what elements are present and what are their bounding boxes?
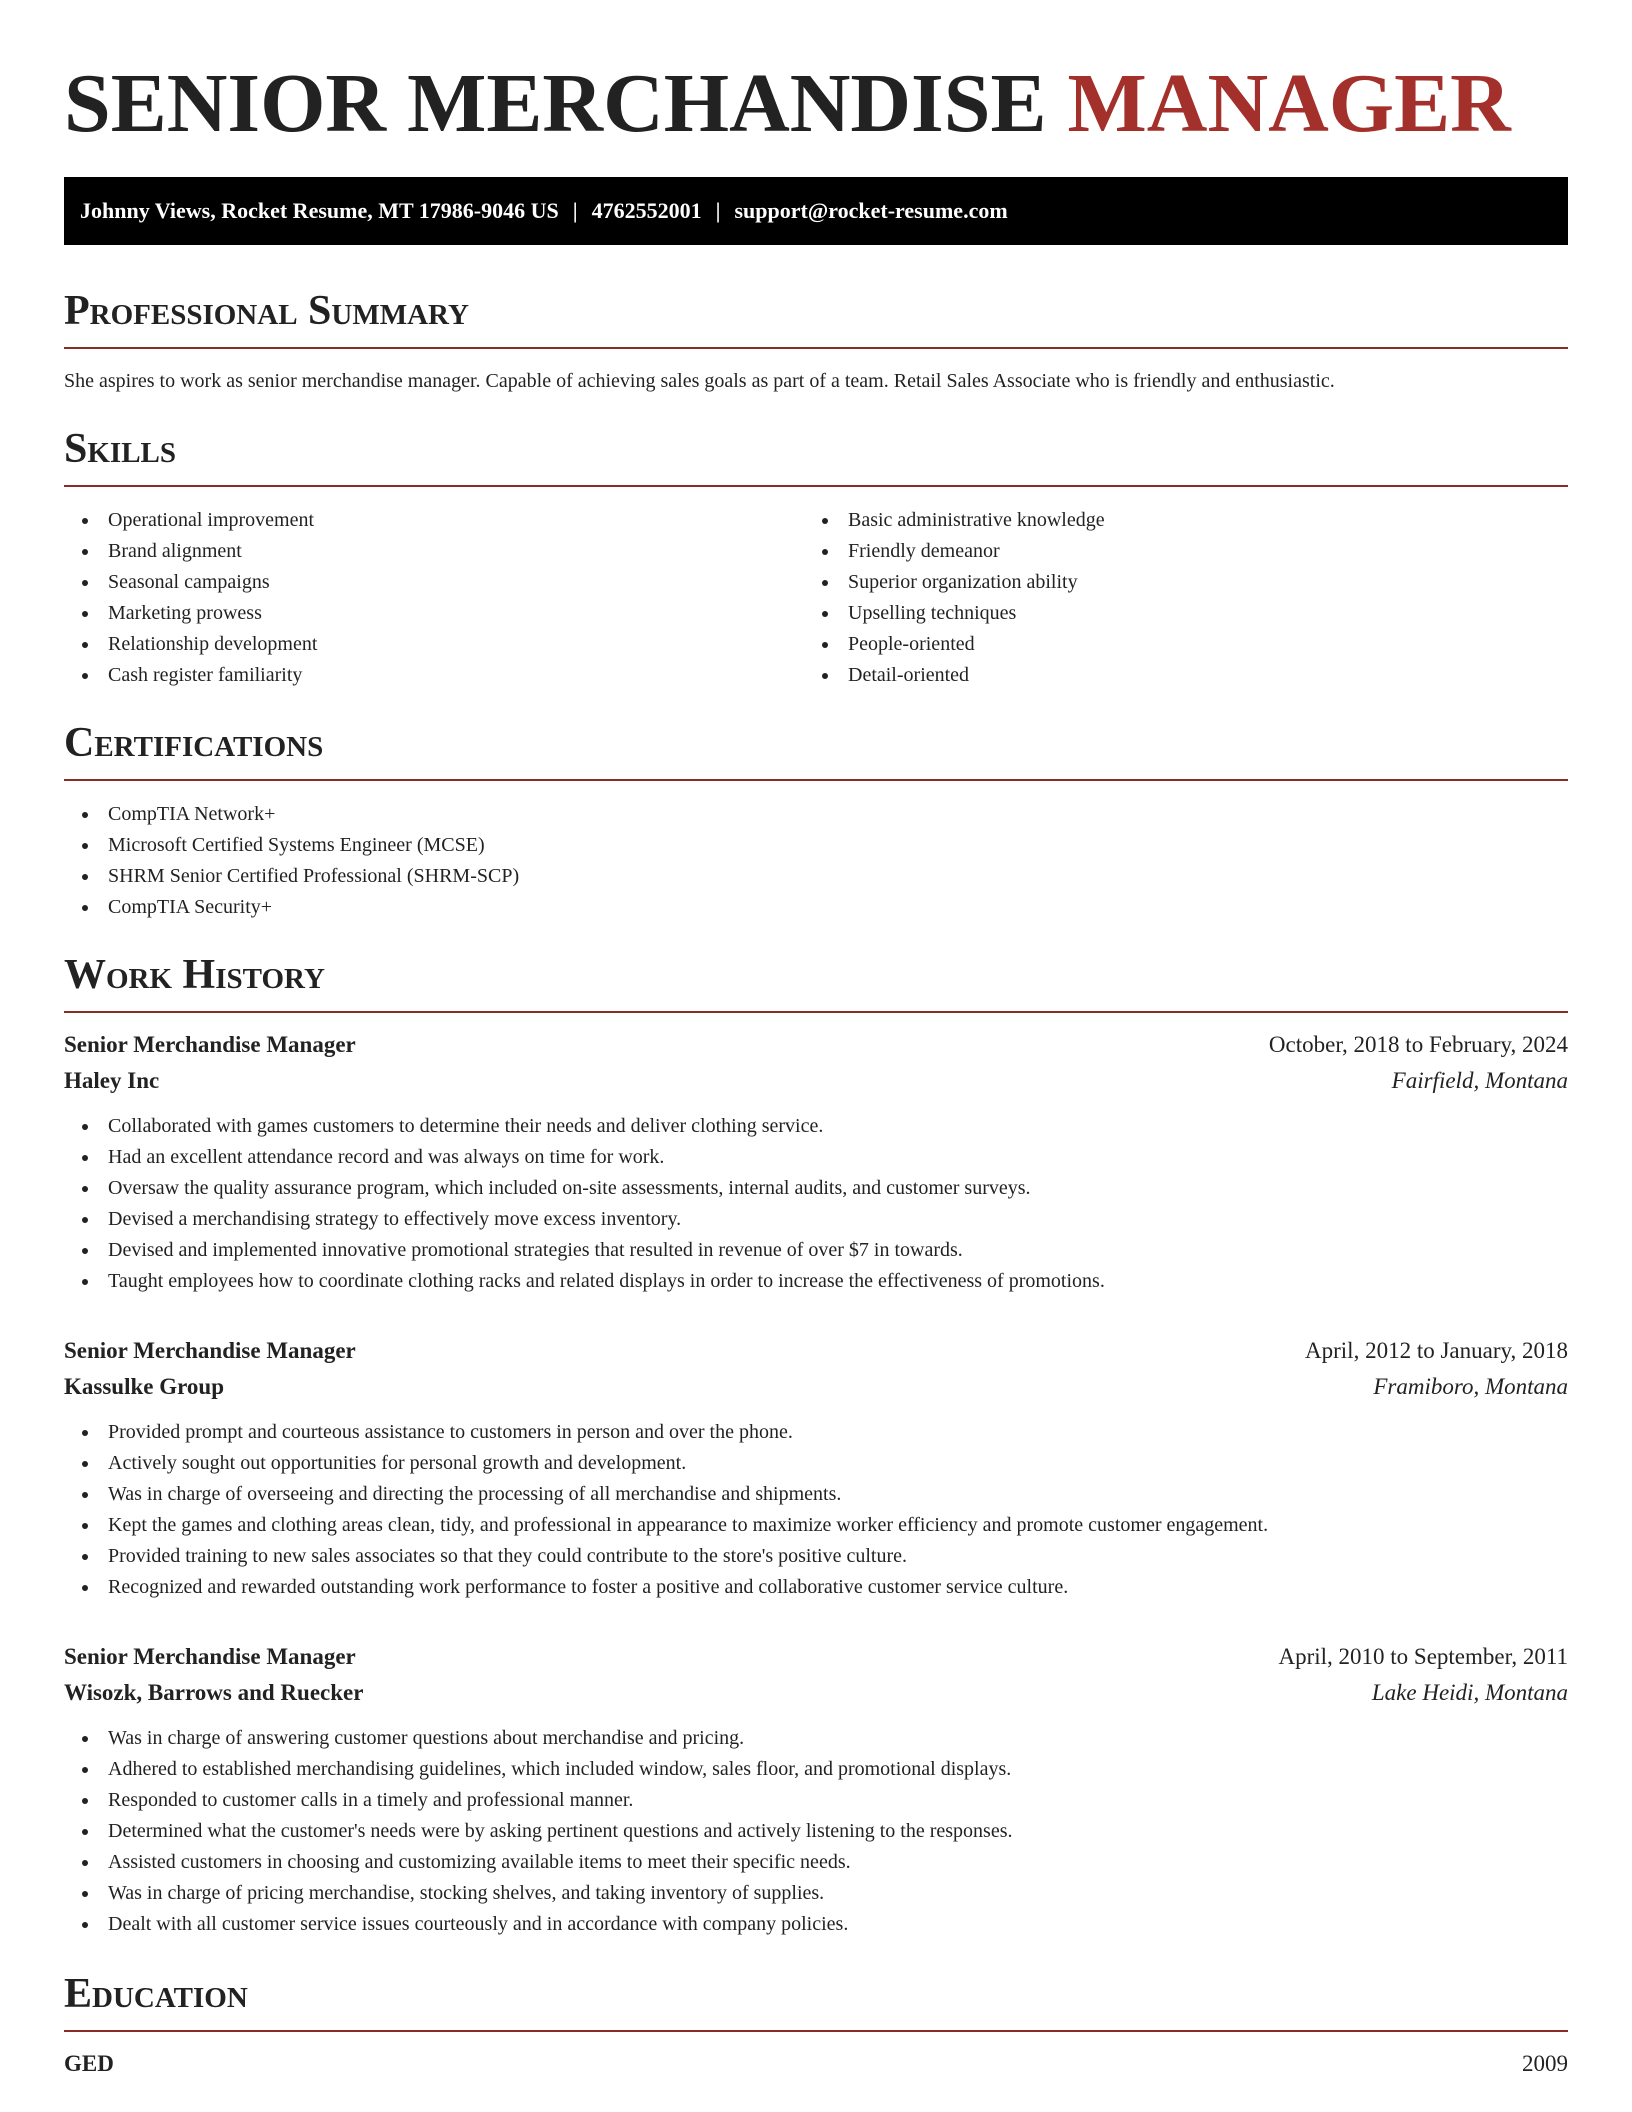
work-history-heading: Work History: [64, 951, 1568, 1013]
contact-email: support@rocket-resume.com: [734, 198, 1008, 223]
work-history-section: [64, 951, 1568, 1940]
skills-list-right: [804, 505, 1544, 691]
job-dates: April, 2010 to September, 2011: [1278, 1644, 1568, 1669]
list-item: People-oriented: [804, 629, 1544, 660]
job-company-row: [64, 1063, 1568, 1099]
job-title: Senior Merchandise Manager: [64, 1338, 356, 1363]
list-item: Brand alignment: [64, 536, 804, 567]
job-list: [64, 1027, 1568, 1940]
list-item: Upselling techniques: [804, 598, 1544, 629]
list-item: Detail-oriented: [804, 660, 1544, 691]
job-dates: October, 2018 to February, 2024: [1268, 1032, 1568, 1057]
education-heading: Education: [64, 1970, 1568, 2032]
job-company: Wisozk, Barrows and Ruecker: [64, 1680, 364, 1705]
list-item: Friendly demeanor: [804, 536, 1544, 567]
skills-list-left: [64, 505, 804, 691]
skills-grid: [64, 487, 1568, 691]
job-entry: [64, 1027, 1568, 1297]
job-bullets: [64, 1111, 1568, 1297]
education-entry: [64, 2046, 1568, 2082]
contact-phone: 4762552001: [591, 198, 702, 223]
summary-heading: Professional Summary: [64, 287, 1568, 349]
list-item: Determined what the customer's needs were by asking pertinent questions and actively listening to the responses.: [64, 1816, 1568, 1847]
certifications-list: [64, 799, 1568, 923]
list-item: Responded to customer calls in a timely and professional manner.: [64, 1785, 1568, 1816]
list-item: Cash register familiarity: [64, 660, 804, 691]
job-company-row: [64, 1675, 1568, 1711]
list-item: SHRM Senior Certified Professional (SHRM-SCP): [64, 861, 1568, 892]
title-main: SENIOR MERCHANDISE: [64, 57, 1068, 150]
list-item: Collaborated with games customers to determine their needs and deliver clothing service.: [64, 1111, 1568, 1142]
job-header-row: [64, 1639, 1568, 1675]
list-item: CompTIA Security+: [64, 892, 1568, 923]
resume-page: [64, 0, 1568, 2082]
list-item: Was in charge of pricing merchandise, stocking shelves, and taking inventory of supplies.: [64, 1878, 1568, 1909]
contact-separator: |: [715, 198, 721, 223]
job-company: Kassulke Group: [64, 1374, 224, 1399]
list-item: Superior organization ability: [804, 567, 1544, 598]
job-bullets: [64, 1417, 1568, 1603]
list-item: Recognized and rewarded outstanding work performance to foster a positive and collaborative customer service culture.: [64, 1572, 1568, 1603]
skills-column-left: [64, 487, 804, 691]
list-item: Operational improvement: [64, 505, 804, 536]
skills-column-right: [804, 487, 1544, 691]
education-year: 2009: [1522, 2051, 1568, 2076]
skills-heading: Skills: [64, 425, 1568, 487]
resume-title: [64, 56, 1568, 152]
job-location: Fairfield, Montana: [1391, 1068, 1568, 1093]
list-item: Actively sought out opportunities for personal growth and development.: [64, 1448, 1568, 1479]
list-item: Relationship development: [64, 629, 804, 660]
job-entry: [64, 1639, 1568, 1940]
list-item: CompTIA Network+: [64, 799, 1568, 830]
list-item: Was in charge of overseeing and directing the processing of all merchandise and shipments.: [64, 1479, 1568, 1510]
job-dates: April, 2012 to January, 2018: [1305, 1338, 1568, 1363]
list-item: Marketing prowess: [64, 598, 804, 629]
list-item: Dealt with all customer service issues courteously and in accordance with company policies.: [64, 1909, 1568, 1940]
list-item: Devised and implemented innovative promotional strategies that resulted in revenue of over $7 in towards.: [64, 1235, 1568, 1266]
summary-text: She aspires to work as senior merchandise manager. Capable of achieving sales goals as part of a team. Retail Sales Associate who is friendly and enthusiastic.: [64, 370, 1335, 392]
job-location: Lake Heidi, Montana: [1371, 1680, 1568, 1705]
job-location: Framiboro, Montana: [1373, 1374, 1568, 1399]
contact-address: Johnny Views, Rocket Resume, MT 17986-9046 US: [80, 198, 559, 223]
list-item: Assisted customers in choosing and customizing available items to meet their specific needs.: [64, 1847, 1568, 1878]
list-item: Microsoft Certified Systems Engineer (MCSE): [64, 830, 1568, 861]
job-entry: [64, 1333, 1568, 1603]
education-section: [64, 1970, 1568, 2082]
job-header-row: [64, 1333, 1568, 1369]
job-company: Haley Inc: [64, 1068, 160, 1093]
list-item: Basic administrative knowledge: [804, 505, 1544, 536]
job-header-row: [64, 1027, 1568, 1063]
list-item: Kept the games and clothing areas clean, tidy, and professional in appearance to maximize worker efficiency and promote customer engagement.: [64, 1510, 1568, 1541]
list-item: Provided training to new sales associates so that they could contribute to the store's positive culture.: [64, 1541, 1568, 1572]
education-degree: GED: [64, 2051, 114, 2076]
job-title: Senior Merchandise Manager: [64, 1032, 356, 1057]
job-bullets: [64, 1723, 1568, 1940]
list-item: Was in charge of answering customer questions about merchandise and pricing.: [64, 1723, 1568, 1754]
job-title: Senior Merchandise Manager: [64, 1644, 356, 1669]
skills-section: [64, 425, 1568, 691]
list-item: Taught employees how to coordinate clothing racks and related displays in order to increase the effectiveness of promotions.: [64, 1266, 1568, 1297]
summary-section: [64, 287, 1568, 395]
list-item: Provided prompt and courteous assistance to customers in person and over the phone.: [64, 1417, 1568, 1448]
certifications-heading: Certifications: [64, 719, 1568, 781]
list-item: Seasonal campaigns: [64, 567, 804, 598]
job-company-row: [64, 1369, 1568, 1405]
list-item: Adhered to established merchandising guidelines, which included window, sales floor, and promotional displays.: [64, 1754, 1568, 1785]
certifications-section: [64, 719, 1568, 923]
title-accent: MANAGER: [1067, 57, 1511, 150]
contact-bar: [64, 177, 1568, 245]
list-item: Devised a merchandising strategy to effectively move excess inventory.: [64, 1204, 1568, 1235]
list-item: Had an excellent attendance record and was always on time for work.: [64, 1142, 1568, 1173]
contact-separator: |: [572, 198, 578, 223]
list-item: Oversaw the quality assurance program, which included on-site assessments, internal audits, and customer surveys.: [64, 1173, 1568, 1204]
